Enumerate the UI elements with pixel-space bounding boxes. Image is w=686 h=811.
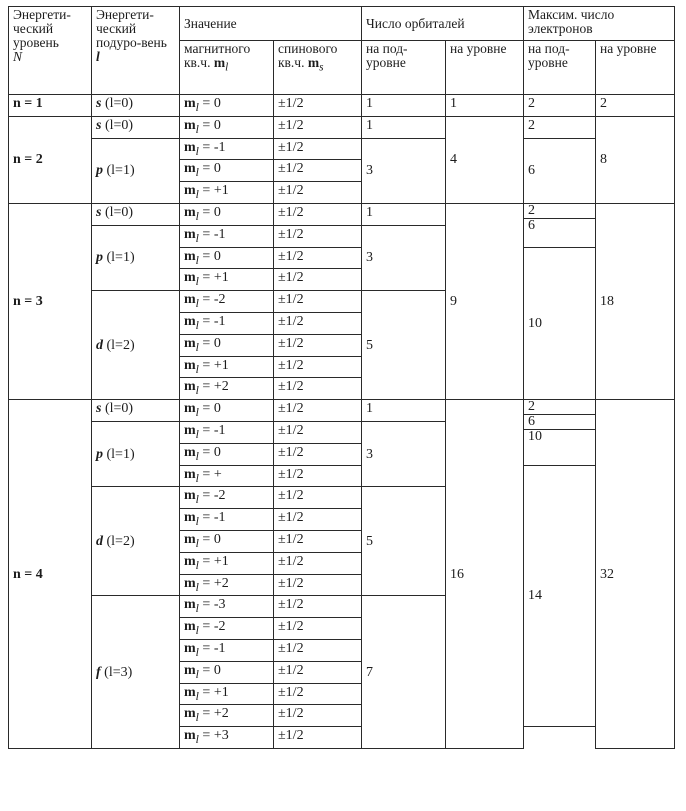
sublevel-cell: d (l=2) [92,487,180,596]
table-row [9,116,675,138]
ms-cell: ±1/2 [274,509,362,531]
level-cell: n = 1 [9,95,92,117]
level-cell: n = 2 [9,116,92,203]
header-orbitals-sublevel: на под-уровне [362,41,446,95]
ms-cell: ±1/2 [274,116,362,138]
sublevel-cell: f (l=3) [92,596,180,749]
orbitals-sublevel-cell: 3 [362,225,446,290]
ms-cell: ±1/2 [274,334,362,356]
ml-cell: $m_l = -2$ [180,291,274,313]
ml-cell: $m_l = 0$ [180,160,274,182]
ml-cell: $m_l = +3$ [180,727,274,749]
electrons-level-cell: 8 [596,116,675,203]
ml-cell: $m_l = 0$ [180,116,274,138]
orbitals-sublevel-cell: 1 [362,400,446,422]
ms-cell: ±1/2 [274,400,362,422]
ml-cell: $m_l = -1$ [180,312,274,334]
ms-cell: ±1/2 [274,182,362,204]
orbitals-sublevel-cell: 1 [362,203,446,225]
orbitals-level-cell: 16 [446,400,524,749]
table-row [9,95,675,117]
ml-cell: $m_l = +1$ [180,683,274,705]
electrons-sublevel-cell: 2 6 [524,203,596,247]
ms-cell: ±1/2 [274,421,362,443]
sublevel-cell: d (l=2) [92,291,180,400]
level-cell: n = 3 [9,203,92,399]
orbitals-level-cell: 4 [446,116,524,203]
ml-cell: $m_l = 0$ [180,247,274,269]
ms-cell: ±1/2 [274,465,362,487]
header-electrons-level: на уровне [596,41,675,95]
ml-cell: $m_l = +2$ [180,574,274,596]
orbitals-sublevel-cell: 5 [362,291,446,400]
header-electrons-sublevel: на под-уровне [524,41,596,95]
ml-cell: $m_l = -1$ [180,421,274,443]
header-orbitals: Число орбиталей [362,7,524,41]
ml-cell: $m_l = -2$ [180,487,274,509]
orbitals-level-cell: 9 [446,203,524,399]
electrons-sublevel-cell: 2 6 10 [524,400,596,465]
electrons-level-cell: 32 [596,400,675,749]
electrons-sublevel-cell: 2 [524,95,596,117]
quantum-numbers-table [8,6,675,749]
ms-cell: ±1/2 [274,225,362,247]
header-spin: спинового кв.ч. $m_s$ [274,41,362,95]
electrons-level-cell: 18 [596,203,675,399]
sublevel-cell: p (l=1) [92,138,180,203]
sublevel-cell: s (l=0) [92,203,180,225]
ms-cell: ±1/2 [274,291,362,313]
ml-cell: $m_l = +1$ [180,269,274,291]
sublevel-cell: s (l=0) [92,95,180,117]
ms-cell: ±1/2 [274,487,362,509]
ms-cell: ±1/2 [274,160,362,182]
ml-cell: $m_l = 0$ [180,443,274,465]
ms-cell: ±1/2 [274,574,362,596]
sublevel-cell: p (l=1) [92,225,180,290]
header-max-electrons: Максим. число электронов [524,7,675,41]
ms-cell: ±1/2 [274,596,362,618]
ms-cell: ±1/2 [274,443,362,465]
electrons-sublevel-cell: 2 [524,116,596,138]
ms-cell: ±1/2 [274,312,362,334]
ms-cell: ±1/2 [274,639,362,661]
orbitals-sublevel-cell: 1 [362,95,446,117]
header-orbitals-level: на уровне [446,41,524,95]
table-row [9,400,675,422]
ml-cell: $m_l = +2$ [180,378,274,400]
ms-cell: ±1/2 [274,618,362,640]
ml-cell: $m_l = +2$ [180,705,274,727]
ml-cell: $m_l$ = + [180,465,274,487]
ml-cell: $m_l = -1$ [180,639,274,661]
header-row-1 [9,7,675,41]
header-level: Энергети-ческий уровень N [9,7,92,95]
ms-cell: ±1/2 [274,530,362,552]
ml-cell: $m_l = +1$ [180,552,274,574]
orbitals-sublevel-cell: 3 [362,421,446,486]
electrons-sublevel-cell: 10 [524,247,596,400]
orbitals-sublevel-cell: 7 [362,596,446,749]
ms-cell: ±1/2 [274,705,362,727]
ml-cell: $m_l = -2$ [180,618,274,640]
ms-cell: ±1/2 [274,356,362,378]
ml-cell: $m_l = -1$ [180,509,274,531]
sublevel-cell: s (l=0) [92,400,180,422]
ml-cell: $m_l = 0$ [180,530,274,552]
ms-cell: ±1/2 [274,269,362,291]
orbitals-sublevel-cell: 3 [362,138,446,203]
electrons-sublevel-cell: 6 [524,138,596,203]
ml-cell: $m_l = 0$ [180,334,274,356]
ml-cell: $m_l = 0$ [180,400,274,422]
ml-cell: $m_l = -1$ [180,225,274,247]
ms-cell: ±1/2 [274,378,362,400]
ml-cell: $m_l = -3$ [180,596,274,618]
electrons-sublevel-cell: 14 [524,465,596,727]
ms-cell: ±1/2 [274,203,362,225]
header-sublevel: Энергети-ческий подуро-вень l [92,7,180,95]
ml-cell: $m_l = 0$ [180,203,274,225]
ml-cell: $m_l = -1$ [180,138,274,160]
sublevel-cell: p (l=1) [92,421,180,486]
ms-cell: ±1/2 [274,247,362,269]
orbitals-sublevel-cell: 1 [362,116,446,138]
table-row [9,203,675,225]
electrons-level-cell: 2 [596,95,675,117]
orbitals-level-cell: 1 [446,95,524,117]
sublevel-cell: s (l=0) [92,116,180,138]
ml-cell: $m_l = 0$ [180,95,274,117]
ms-cell: ±1/2 [274,552,362,574]
header-value: Значение [180,7,362,41]
ml-cell: $m_l = +1$ [180,182,274,204]
level-cell: n = 4 [9,400,92,749]
ms-cell: ±1/2 [274,95,362,117]
ms-cell: ±1/2 [274,727,362,749]
ml-cell: $m_l = 0$ [180,661,274,683]
ms-cell: ±1/2 [274,683,362,705]
orbitals-sublevel-cell: 5 [362,487,446,596]
ms-cell: ±1/2 [274,661,362,683]
ml-cell: $m_l = +1$ [180,356,274,378]
ms-cell: ±1/2 [274,138,362,160]
header-magnetic: магнитного кв.ч. $m_l$ [180,41,274,95]
table-row [9,138,675,160]
